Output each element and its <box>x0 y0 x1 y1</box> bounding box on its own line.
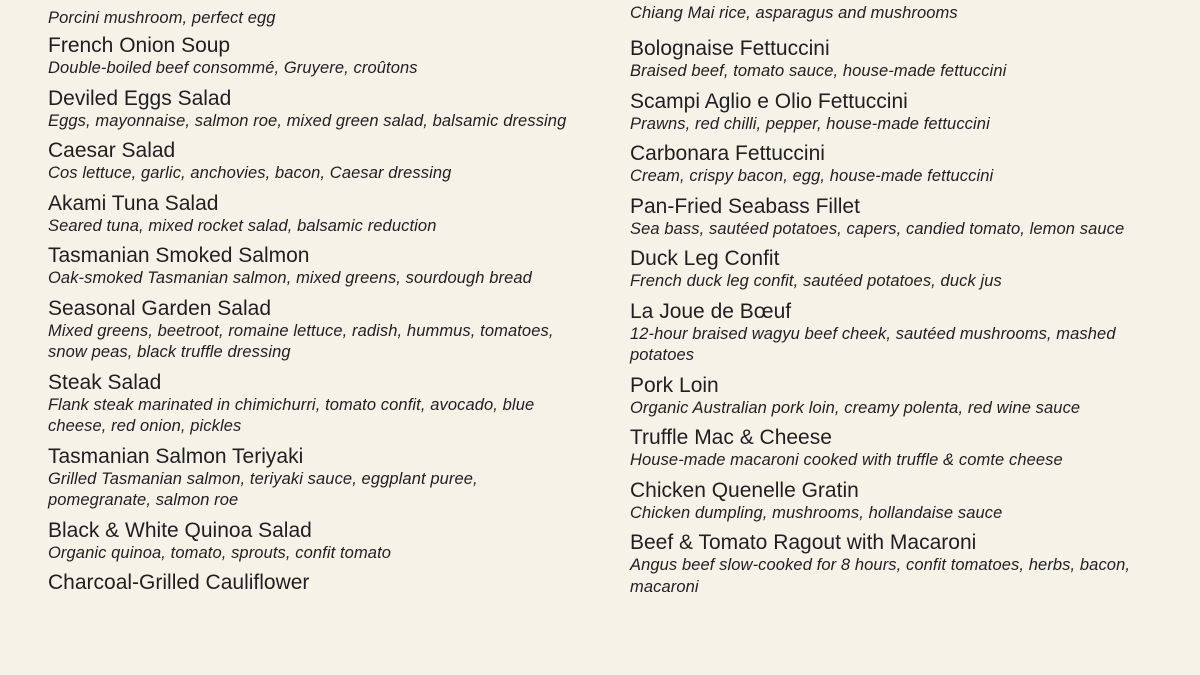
menu-item <box>630 246 1170 293</box>
menu-item-description: Cream, crispy bacon, egg, house-made fettuccini <box>630 167 994 185</box>
menu-item <box>48 570 568 595</box>
menu-item <box>48 191 568 238</box>
menu-item-description: Eggs, mayonnaise, salmon roe, mixed green salad, balsamic dressing <box>48 111 567 130</box>
menu-item-description: Mixed greens, beetroot, romaine lettuce, radish, hummus, tomatoes, snow peas, black truffle dressing <box>48 321 554 361</box>
menu-item-name: Tasmanian Salmon Teriyaki <box>48 444 304 468</box>
menu-item-name: Chicken Quenelle Gratin <box>630 478 859 502</box>
menu-item-description: Oak-smoked Tasmanian salmon, mixed greens, sourdough bread <box>48 269 532 287</box>
menu-item <box>48 444 568 512</box>
menu-item-description: Chicken dumpling, mushrooms, hollandaise sauce <box>630 503 1003 522</box>
menu-item-description: Braised beef, tomato sauce, house-made fettuccini <box>630 62 1007 80</box>
menu-item-name: French Onion Soup <box>48 34 231 57</box>
menu-item-name: Carbonara Fettuccini <box>630 142 825 165</box>
menu-item-name: Charcoal-Grilled Cauliflower <box>48 571 310 594</box>
menu-item-description: Cos lettuce, garlic, anchovies, bacon, Caesar dressing <box>48 164 452 182</box>
menu-item <box>630 36 1170 83</box>
menu-item-description: Double-boiled beef consommé, Gruyere, croûtons <box>48 59 418 77</box>
menu-item-description: Porcini mushroom, perfect egg <box>48 9 276 27</box>
menu-item-name: Black & White Quinoa Salad <box>48 518 312 542</box>
menu-item <box>48 86 568 133</box>
menu-item-name: Akami Tuna Salad <box>48 191 219 215</box>
menu-item-description: Organic Australian pork loin, creamy polenta, red wine sauce <box>630 398 1081 417</box>
menu-item-name: Pan-Fried Seabass Fillet <box>630 194 860 218</box>
menu-item-description: Flank steak marinated in chimichurri, tomato confit, avocado, blue cheese, red onion, pickles <box>48 395 535 435</box>
menu-item-name: Deviled Eggs Salad <box>48 86 232 110</box>
menu-item-description: Sea bass, sautéed potatoes, capers, candied tomato, lemon sauce <box>630 219 1125 238</box>
menu-item <box>48 138 568 185</box>
menu-item <box>630 89 1170 136</box>
menu-item <box>630 478 1170 525</box>
menu-item <box>48 33 568 80</box>
menu-item-description: Prawns, red chilli, pepper, house-made fettuccini <box>630 114 990 133</box>
menu-item-description: Seared tuna, mixed rocket salad, balsamic reduction <box>48 216 437 235</box>
menu-item <box>48 518 568 565</box>
menu-item <box>630 425 1170 472</box>
menu-item-name: Scampi Aglio e Olio Fettuccini <box>630 89 908 113</box>
menu-item-description: 12-hour braised wagyu beef cheek, sautéed mushrooms, mashed potatoes <box>630 324 1116 364</box>
menu-items-left <box>48 33 568 601</box>
menu-item-description: Grilled Tasmanian salmon, teriyaki sauce, eggplant puree, pomegranate, salmon roe <box>48 469 478 509</box>
menu-item-name: Seasonal Garden Salad <box>48 296 271 320</box>
menu-item-description: Chiang Mai rice, asparagus and mushrooms <box>630 4 958 22</box>
menu-item <box>630 299 1170 367</box>
menu-item <box>630 194 1170 241</box>
menu-item-name: Bolognaise Fettuccini <box>630 37 830 60</box>
menu-item <box>48 296 568 364</box>
menu-item-name: Pork Loin <box>630 373 719 397</box>
menu-item-name: Duck Leg Confit <box>630 247 780 270</box>
menu-item <box>48 370 568 438</box>
menu-item <box>630 373 1170 420</box>
menu-item-description: French duck leg confit, sautéed potatoes, duck jus <box>630 272 1002 290</box>
menu-item-description: Organic quinoa, tomato, sprouts, confit tomato <box>48 543 392 562</box>
menu-item <box>630 141 1170 188</box>
menu-item-name: Tasmanian Smoked Salmon <box>48 244 310 267</box>
menu-item <box>630 530 1170 598</box>
menu-item-name: Caesar Salad <box>48 139 176 162</box>
menu-items-right <box>630 36 1170 604</box>
menu-item-name: Steak Salad <box>48 370 162 394</box>
menu-item-description: House-made macaroni cooked with truffle & comte cheese <box>630 451 1063 469</box>
menu-item-name: Beef & Tomato Ragout with Macaroni <box>630 531 977 554</box>
menu-item <box>48 243 568 290</box>
menu-item-description: Angus beef slow-cooked for 8 hours, confit tomatoes, herbs, bacon, macaroni <box>630 556 1131 596</box>
menu-item-name: Truffle Mac & Cheese <box>630 426 832 449</box>
menu-item-name: La Joue de Bœuf <box>630 299 792 323</box>
